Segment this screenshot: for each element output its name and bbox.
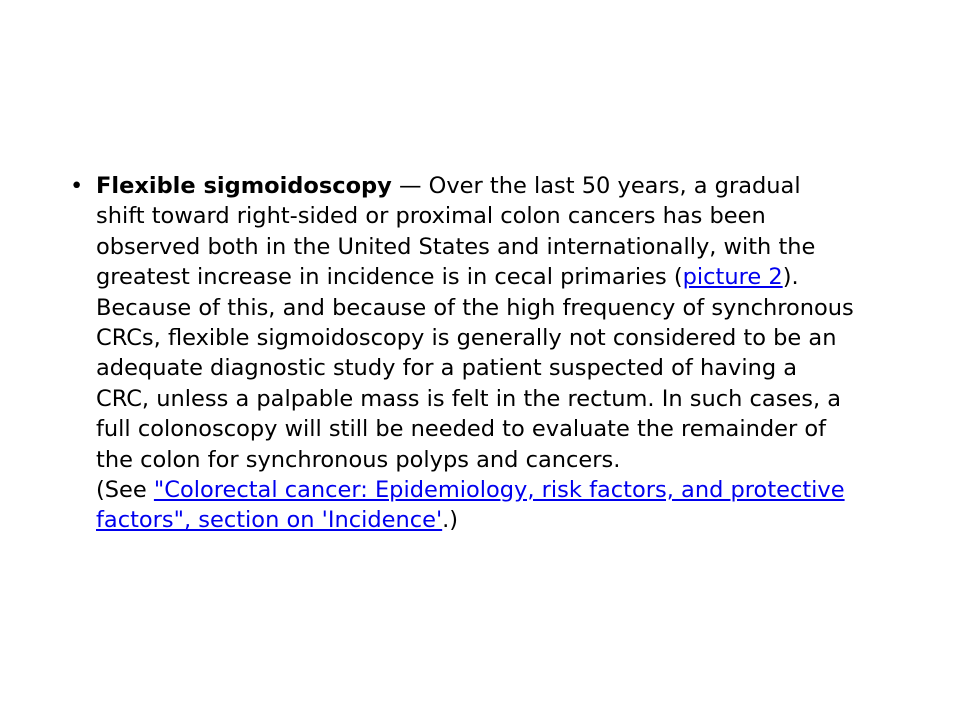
see-prefix: (See bbox=[96, 477, 154, 504]
slide-body bbox=[70, 171, 856, 536]
term-heading: Flexible sigmoidoscopy bbox=[96, 173, 392, 199]
bullet-item bbox=[70, 171, 856, 536]
picture-link[interactable]: picture 2 bbox=[682, 264, 783, 291]
closing-text: .) bbox=[442, 507, 459, 534]
bullet-dot: • bbox=[70, 173, 84, 199]
body-text-1: Over the last 50 years, a gradual shift toward right-sided or proximal colon cancers has been observed both in the United States and internationally, with the greatest increase in incidence is in cecal primaries ( bbox=[96, 173, 816, 291]
body-text-2: ). Because of this, and because of the high frequency of synchronous CRCs, flexible sigmoidoscopy is generally not considered to be an adequate diagnostic study for a patient suspected of having a CRC, unless a palpable mass is felt in the rectum. In such cases, a full colonoscopy will still be needed to evaluate the remainder of the colon for synchronous polyps and cancers. bbox=[96, 264, 854, 473]
em-dash: — bbox=[391, 173, 429, 199]
reference-link[interactable]: "Colorectal cancer: Epidemiology, risk factors, and protective factors", section on 'Incidence' bbox=[96, 477, 845, 534]
